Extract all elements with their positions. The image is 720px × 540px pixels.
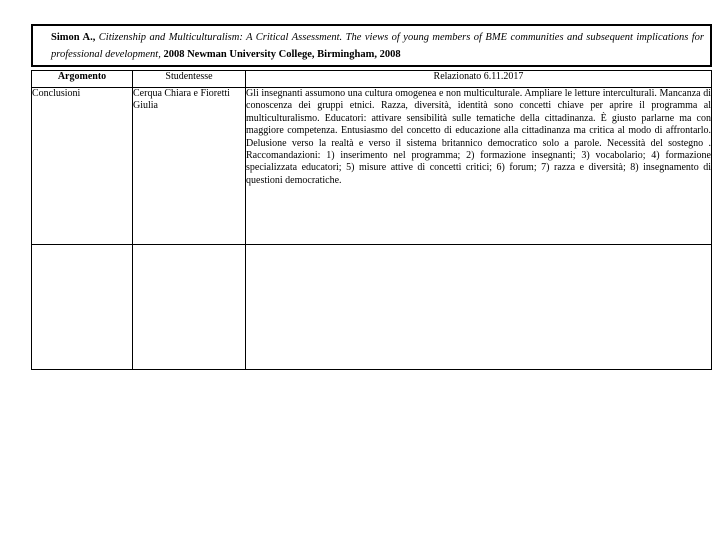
cell-argomento: Conclusioni [32,88,133,245]
cell-argomento [32,245,133,370]
report-table [31,70,712,370]
citation-text [33,26,710,65]
citation-title: Citizenship and Multiculturalism: A Critical Assessment. The views of young members of BME communities and subsequent implications for professional development, [51,32,704,60]
table-row [32,245,712,370]
cell-summary [246,245,712,370]
citation-publisher: 2008 Newman University College, Birmingham, 2008 [163,49,401,60]
cell-studentesse: Cerqua Chiara e Fioretti Giulia [133,88,246,245]
table-row [32,88,712,245]
header-relazionato: Relazionato 6.11.2017 [246,71,712,88]
cell-summary: Gli insegnanti assumono una cultura omogenea e non multiculturale. Ampliare le letture interculturali. Mancanza di conoscenza dei gruppi etnici. Razza, diversità, identità sono concetti chiave per aprire il programma al multiculturalismo. Educatori: attivare sensibilità sulle tematiche della cittadinanza. È giusto parlarne ma con maggiore competenza. Entusiasmo del concetto di educazione alla cittadinanza ma critica al modo di affrontarlo. Delusione verso la realtà e verso il sistema britannico democratico solo a parole. Necessità del sostegno . Raccomandazioni: 1) inserimento nel programma; 2) formazione insegnanti; 3) vocabolario; 4) formazione specializzata educatori; 5) misure attive di concetti critici; 6) forum; 7) razza e diversità; 8) insegnamento di questioni democratiche. [246,88,712,245]
table-header-row [32,71,712,88]
document-sheet [31,24,712,370]
citation-box [31,24,712,67]
citation-author: Simon A., [51,32,96,43]
cell-studentesse [133,245,246,370]
header-studentesse: Studentesse [133,71,246,88]
header-argomento: Argomento [32,71,133,88]
